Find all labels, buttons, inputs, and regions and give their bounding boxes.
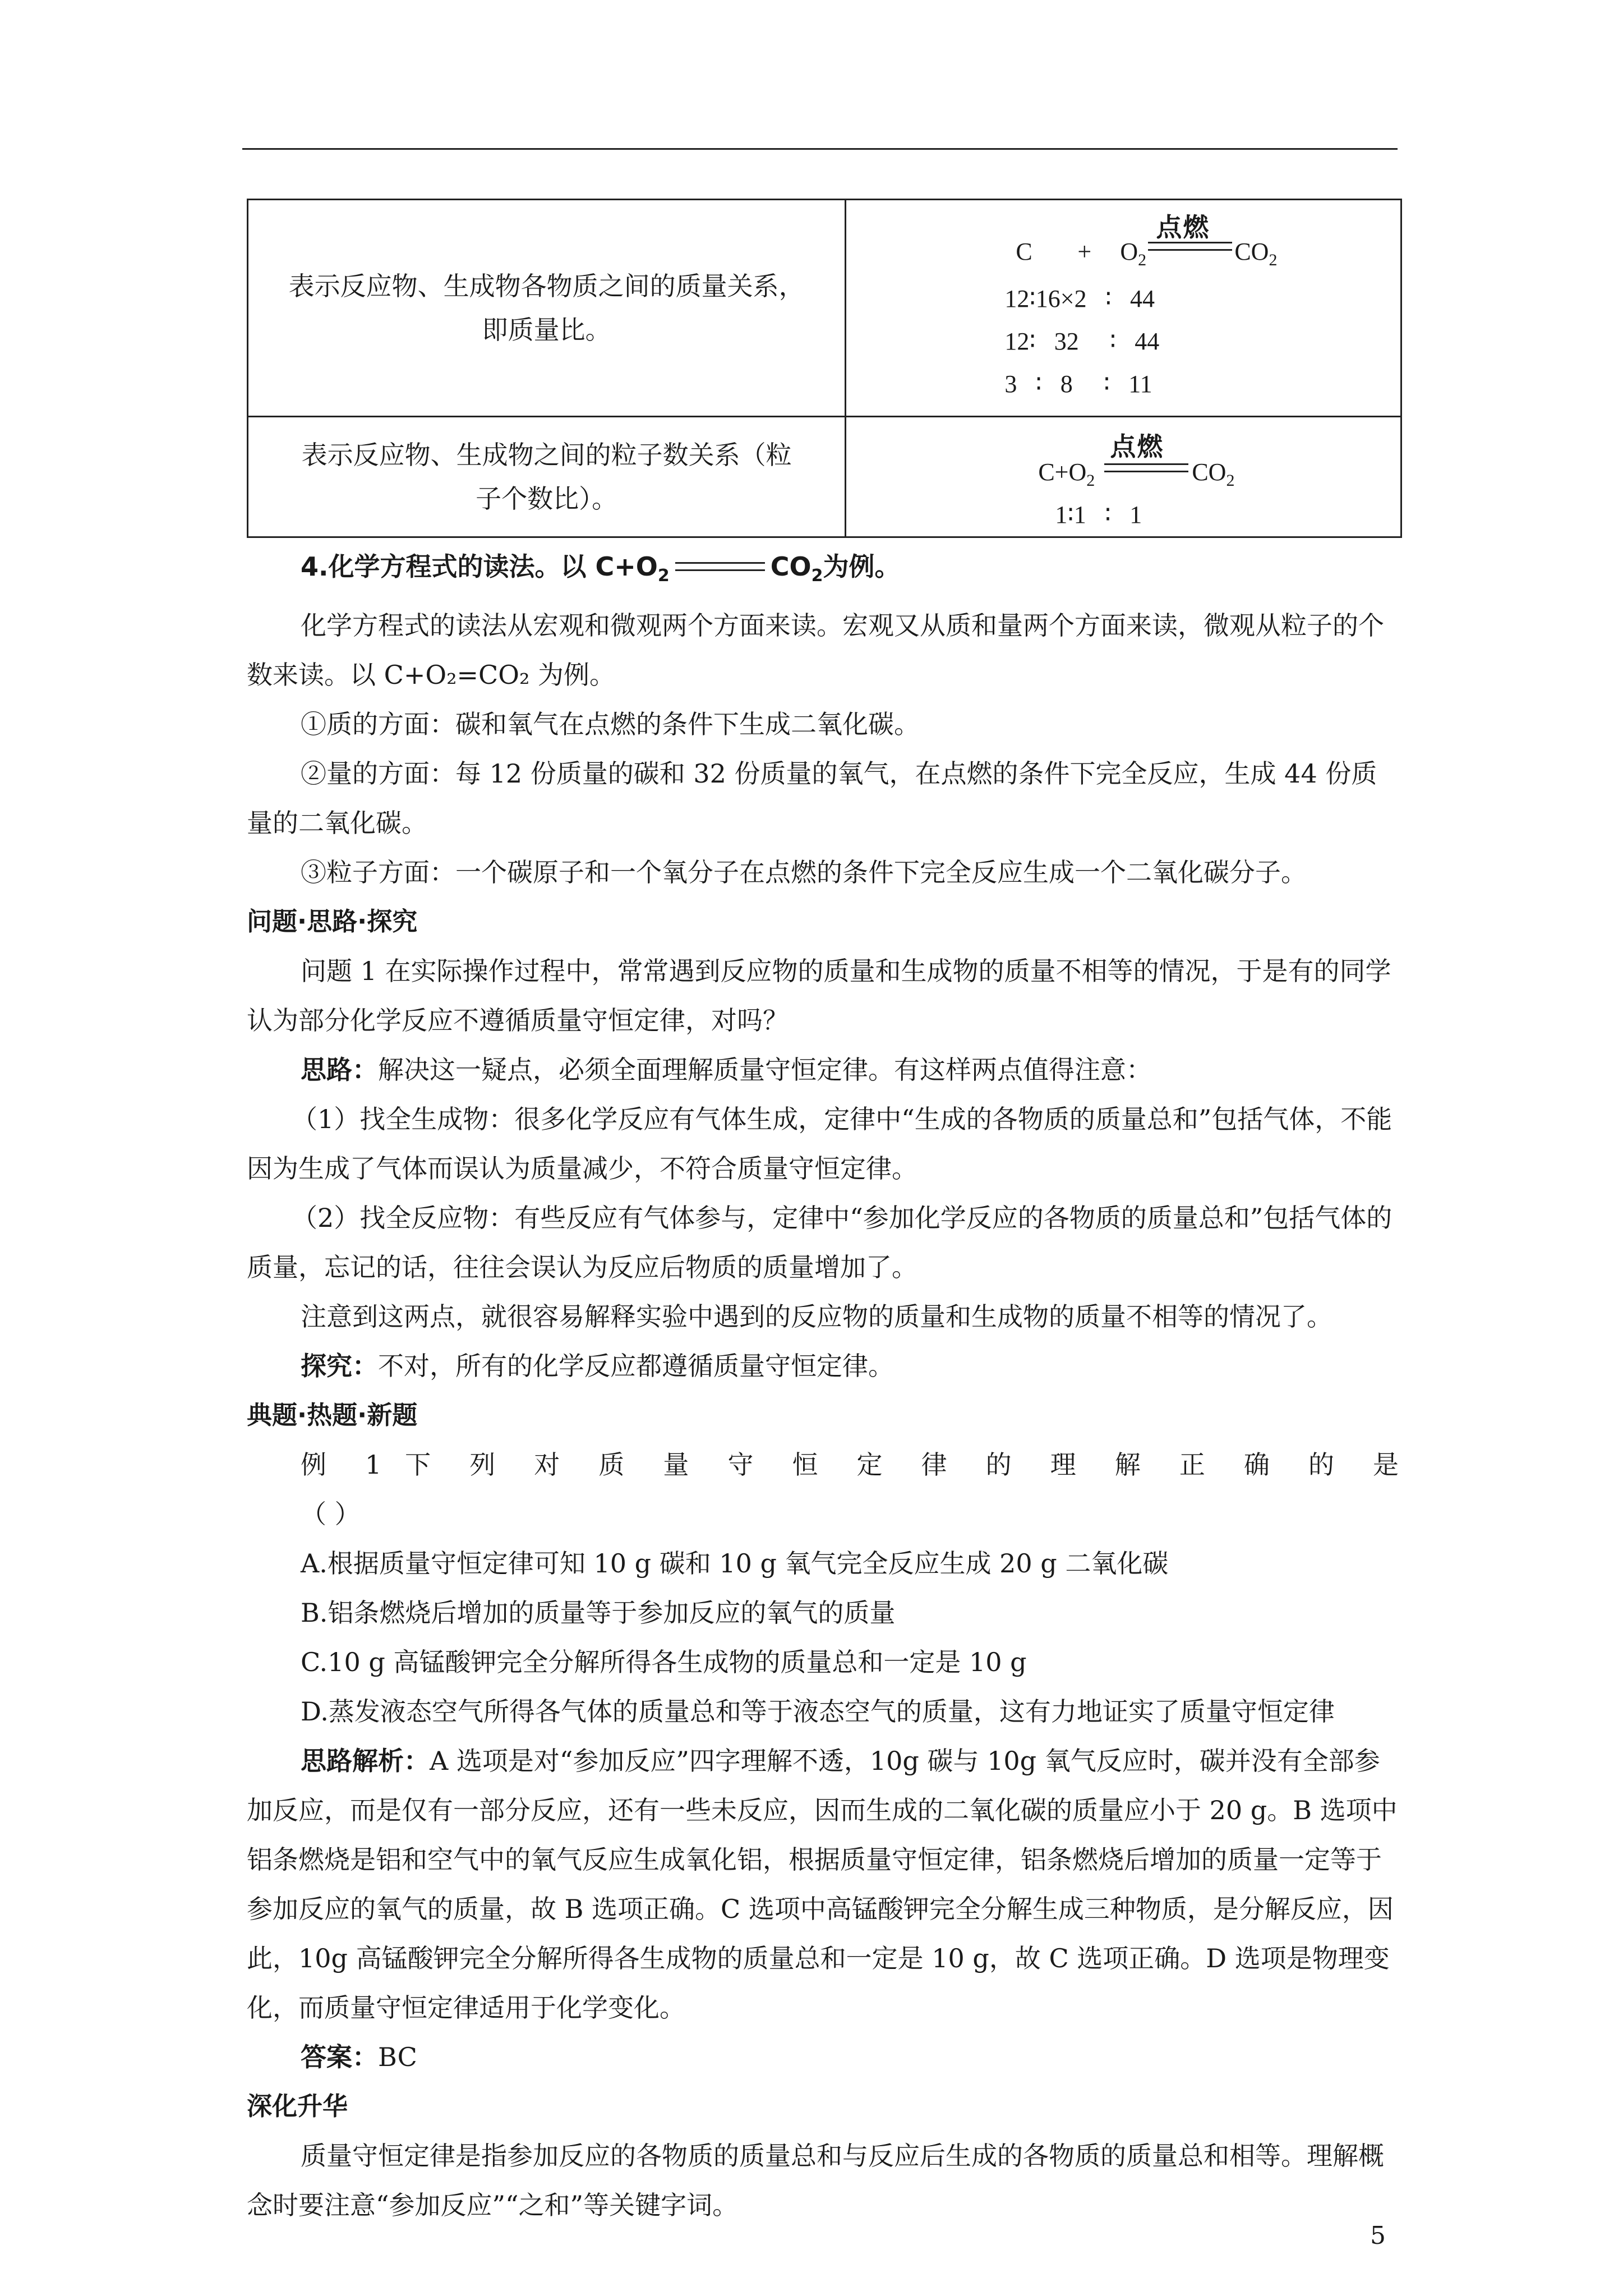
reading-quantity: ②量的方面：每 12 份质量的碳和 32 份质量的氧气，在点燃的条件下完全反应，生成 44 份质量的二氧化碳。 bbox=[247, 758, 1377, 839]
eq-carbon-dioxide: $CO_2$ bbox=[1234, 238, 1278, 269]
reading-quality: ①质的方面：碳和氧气在点燃的条件下生成二氧化碳。 bbox=[301, 709, 920, 740]
table-cell-particle-ratio-description bbox=[248, 417, 846, 537]
eq-reactants: $C+O_2$ bbox=[1038, 458, 1095, 490]
equation-meaning-table bbox=[247, 199, 1402, 538]
mass-ratio-equation bbox=[846, 200, 1400, 416]
analysis-paragraph: 思路解析：A 选项是对“参加反应”四字理解不透，10g 碳与 10g 氧气反应时，碳并没有全部参加反应，而是仅有一部分反应，还有一些未反应，因而生成的二氧化碳的质量应小于 20 g。B 选项中铝条燃烧是铝和空气中的氧气反应生成氧化铝，根据质量守恒定律，铝条燃烧后增加的质量一定等于参加反应的氧气的质量，故 B 选项正确。C 选项中高锰酸钾完全分解生成三种物质，是分解反应，因此，10g 高锰酸钾完全分解所得各生成物的质量总和一定是 10 g，故 C 选项正确。D 选项是物理变化，而质量守恒定律适用于化学变化。 bbox=[247, 1746, 1398, 2023]
option-d: D.蒸发液态空气所得各气体的质量总和等于液态空气的质量，这有力地证实了质量守恒定律 bbox=[301, 1696, 1335, 1727]
option-c: C.10 g 高锰酸钾完全分解所得各生成物的质量总和一定是 10 g bbox=[301, 1647, 1027, 1678]
answer-paragraph: 答案：BC bbox=[301, 2042, 417, 2073]
cell-text-line: 子个数比）。 bbox=[476, 484, 618, 514]
heading-questions: 问题·思路·探究 bbox=[247, 907, 418, 937]
particle-ratio-line: 1∶1 ∶ 1 bbox=[1055, 501, 1142, 528]
option-a: A.根据质量守恒定律可知 10 g 碳和 10 g 氧气完全反应生成 20 g 二氧化碳 bbox=[301, 1548, 1169, 1579]
reading-particle: ③粒子方面：一个碳原子和一个氧分子在点燃的条件下完全反应生成一个二氧化碳分子。 bbox=[301, 857, 1307, 888]
eq-condition-ignite: 点燃 bbox=[1156, 212, 1210, 242]
table-cell-mass-ratio-description bbox=[248, 200, 846, 417]
table-cell-particle-ratio-equation bbox=[846, 417, 1401, 537]
reading-intro: 化学方程式的读法从宏观和微观两个方面来读。宏观又从质和量两个方面来读，微观从粒子的个数来读。以 C+O₂=CO₂ 为例。 bbox=[247, 610, 1384, 691]
mass-ratio-line-1: 12∶16×2 ∶ 44 bbox=[1004, 285, 1155, 312]
page-number: 5 bbox=[1370, 2221, 1386, 2250]
question-1: 问题 1 在实际操作过程中，常常遇到反应物的质量和生成物的质量不相等的情况，于是有的同学认为部分化学反应不遵循质量守恒定律，对吗？ bbox=[247, 956, 1391, 1036]
eq-double-line bbox=[1104, 463, 1188, 472]
table-cell-mass-ratio-equation bbox=[846, 200, 1401, 417]
eq-double-line bbox=[1148, 242, 1232, 251]
eq-condition-ignite: 点燃 bbox=[1110, 431, 1164, 462]
table-row bbox=[248, 417, 1401, 537]
document-body bbox=[247, 542, 1399, 2230]
mass-ratio-line-2: 12∶ 32 ∶ 44 bbox=[1004, 328, 1160, 355]
title-eq-double-line bbox=[670, 564, 771, 576]
eq-oxygen: $O_2$ bbox=[1120, 238, 1147, 269]
heading-deepen: 深化升华 bbox=[247, 2091, 348, 2122]
eq-plus: + bbox=[1077, 238, 1092, 265]
option-b: B.铝条燃烧后增加的质量等于参加反应的氧气的质量 bbox=[301, 1598, 896, 1628]
section-4-title: 4.化学方程式的读法。以 $C+O_2$ $CO_2$为例。 bbox=[301, 551, 901, 586]
thought-paragraph: 思路：解决这一疑点，必须全面理解质量守恒定律。有这样两点值得注意： bbox=[301, 1055, 1152, 1085]
deepen-paragraph: 质量守恒定律是指参加反应的各物质的质量总和与反应后生成的各物质的质量总和相等。理解概念时要注意“参加反应”“之和”等关键字词。 bbox=[247, 2141, 1384, 2221]
particle-ratio-equation bbox=[846, 417, 1400, 536]
explore-paragraph: 探究：不对，所有的化学反应都遵循质量守恒定律。 bbox=[301, 1351, 894, 1382]
table-row bbox=[248, 200, 1401, 417]
heading-examples: 典题·热题·新题 bbox=[247, 1400, 418, 1430]
header-rule bbox=[242, 148, 1398, 150]
mass-ratio-line-3: 3 ∶ 8 ∶ 11 bbox=[1004, 370, 1152, 398]
cell-text-line: 即质量比。 bbox=[482, 315, 611, 345]
point-1: （1）找全生成物：很多化学反应有气体生成，定律中“生成的各物质的质量总和”包括气体，不能因为生成了气体而误认为质量减少，不符合质量守恒定律。 bbox=[247, 1104, 1393, 1184]
point-2: （2）找全反应物：有些反应有气体参与，定律中“参加化学反应的各物质的质量总和”包括气体的质量，忘记的话，往往会误认为反应后物质的质量增加了。 bbox=[247, 1203, 1393, 1283]
example-1-stem: 例 1 下 列 对 质 量 守 恒 定 律 的 理 解 正 确 的 是 bbox=[301, 1450, 1399, 1480]
eq-product: $CO_2$ bbox=[1192, 458, 1235, 490]
eq-carbon: C bbox=[1016, 238, 1032, 265]
note-paragraph: 注意到这两点，就很容易解释实验中遇到的反应物的质量和生成物的质量不相等的情况了。 bbox=[301, 1301, 1332, 1332]
cell-text-line: 表示反应物、生成物之间的粒子数关系（粒 bbox=[301, 440, 792, 470]
example-1-paren: （ ） bbox=[301, 1499, 361, 1530]
cell-text-line: 表示反应物、生成物各物质之间的质量关系， bbox=[288, 271, 805, 301]
